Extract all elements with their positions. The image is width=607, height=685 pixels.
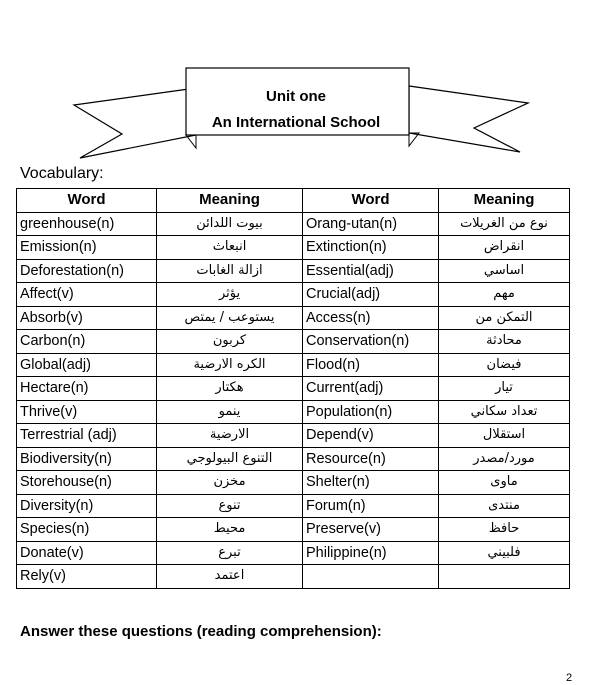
word-cell: Shelter(n) xyxy=(303,471,439,495)
word-cell: Terrestrial (adj) xyxy=(17,424,157,448)
table-body xyxy=(17,212,570,588)
meaning-cell: محادثة xyxy=(439,330,570,354)
meaning-cell: ازالة الغابات xyxy=(157,259,303,283)
word-cell: Hectare(n) xyxy=(17,377,157,401)
word-cell: Access(n) xyxy=(303,306,439,330)
word-cell: Crucial(adj) xyxy=(303,283,439,307)
meaning-cell: تنوع xyxy=(157,494,303,518)
word-cell: Philippine(n) xyxy=(303,541,439,565)
word-cell: Species(n) xyxy=(17,518,157,542)
meaning-cell: فلبيني xyxy=(439,541,570,565)
table-row xyxy=(17,541,570,565)
word-cell: Forum(n) xyxy=(303,494,439,518)
meaning-cell: فيضان xyxy=(439,353,570,377)
table-row xyxy=(17,447,570,471)
word-cell: Orang-utan(n) xyxy=(303,212,439,236)
meaning-cell: التنوع البيولوجي xyxy=(157,447,303,471)
meaning-cell: منتدى xyxy=(439,494,570,518)
meaning-cell: مورد/مصدر xyxy=(439,447,570,471)
word-cell: Absorb(v) xyxy=(17,306,157,330)
meaning-cell: مهم xyxy=(439,283,570,307)
meaning-cell: محيط xyxy=(157,518,303,542)
word-cell: Affect(v) xyxy=(17,283,157,307)
meaning-cell: يؤثر xyxy=(157,283,303,307)
meaning-cell: التمكن من xyxy=(439,306,570,330)
table-row xyxy=(17,565,570,589)
word-cell: Diversity(n) xyxy=(17,494,157,518)
page-number: 2 xyxy=(566,672,573,684)
word-cell: Resource(n) xyxy=(303,447,439,471)
table-row xyxy=(17,353,570,377)
word-cell: Population(n) xyxy=(303,400,439,424)
vocabulary-table xyxy=(16,188,570,589)
table-row xyxy=(17,494,570,518)
word-cell: Global(adj) xyxy=(17,353,157,377)
word-cell: greenhouse(n) xyxy=(17,212,157,236)
table-row xyxy=(17,424,570,448)
table-row xyxy=(17,212,570,236)
meaning-cell: كربون xyxy=(157,330,303,354)
unit-label: Unit one xyxy=(266,88,326,105)
ribbon-banner-graphic xyxy=(0,0,607,160)
word-cell: Rely(v) xyxy=(17,565,157,589)
meaning-cell: انبعاث xyxy=(157,236,303,260)
word-cell: Thrive(v) xyxy=(17,400,157,424)
word-cell: Current(adj) xyxy=(303,377,439,401)
meaning-cell: اساسي xyxy=(439,259,570,283)
word-cell: Depend(v) xyxy=(303,424,439,448)
word-cell: Preserve(v) xyxy=(303,518,439,542)
meaning-cell: اعتمد xyxy=(157,565,303,589)
meaning-cell: استقلال xyxy=(439,424,570,448)
word-cell: Emission(n) xyxy=(17,236,157,260)
unit-title: An International School xyxy=(211,114,381,131)
meaning-cell: بيوت اللدائن xyxy=(157,212,303,236)
column-header-meaning: Meaning xyxy=(157,189,303,213)
word-cell: Extinction(n) xyxy=(303,236,439,260)
column-header-word: Word xyxy=(303,189,439,213)
word-cell: Carbon(n) xyxy=(17,330,157,354)
meaning-cell: تيار xyxy=(439,377,570,401)
meaning-cell: تبرع xyxy=(157,541,303,565)
table-row xyxy=(17,236,570,260)
table-row xyxy=(17,283,570,307)
table-row xyxy=(17,400,570,424)
meaning-cell: ينمو xyxy=(157,400,303,424)
title-banner xyxy=(0,0,607,160)
meaning-cell: ماوى xyxy=(439,471,570,495)
word-cell: Essential(adj) xyxy=(303,259,439,283)
word-cell: Conservation(n) xyxy=(303,330,439,354)
table-row xyxy=(17,330,570,354)
table-row xyxy=(17,471,570,495)
meaning-cell: هكتار xyxy=(157,377,303,401)
column-header-meaning: Meaning xyxy=(439,189,570,213)
word-cell: Storehouse(n) xyxy=(17,471,157,495)
table-row xyxy=(17,306,570,330)
vocabulary-label: Vocabulary: xyxy=(20,165,104,182)
table-row xyxy=(17,518,570,542)
meaning-cell: الارضية xyxy=(157,424,303,448)
meaning-cell: انقراض xyxy=(439,236,570,260)
word-cell: Deforestation(n) xyxy=(17,259,157,283)
meaning-cell: يستوعب / يمتص xyxy=(157,306,303,330)
table-header-row xyxy=(17,189,570,213)
table-row xyxy=(17,377,570,401)
meaning-cell: الكره الارضية xyxy=(157,353,303,377)
column-header-word: Word xyxy=(17,189,157,213)
word-cell: Donate(v) xyxy=(17,541,157,565)
meaning-cell xyxy=(439,565,570,589)
meaning-cell: مخزن xyxy=(157,471,303,495)
word-cell xyxy=(303,565,439,589)
question-heading: Answer these questions (reading comprehension): xyxy=(20,623,382,640)
meaning-cell: تعداد سكاني xyxy=(439,400,570,424)
word-cell: Flood(n) xyxy=(303,353,439,377)
meaning-cell: نوع من الغريلات xyxy=(439,212,570,236)
meaning-cell: حافظ xyxy=(439,518,570,542)
table-row xyxy=(17,259,570,283)
word-cell: Biodiversity(n) xyxy=(17,447,157,471)
